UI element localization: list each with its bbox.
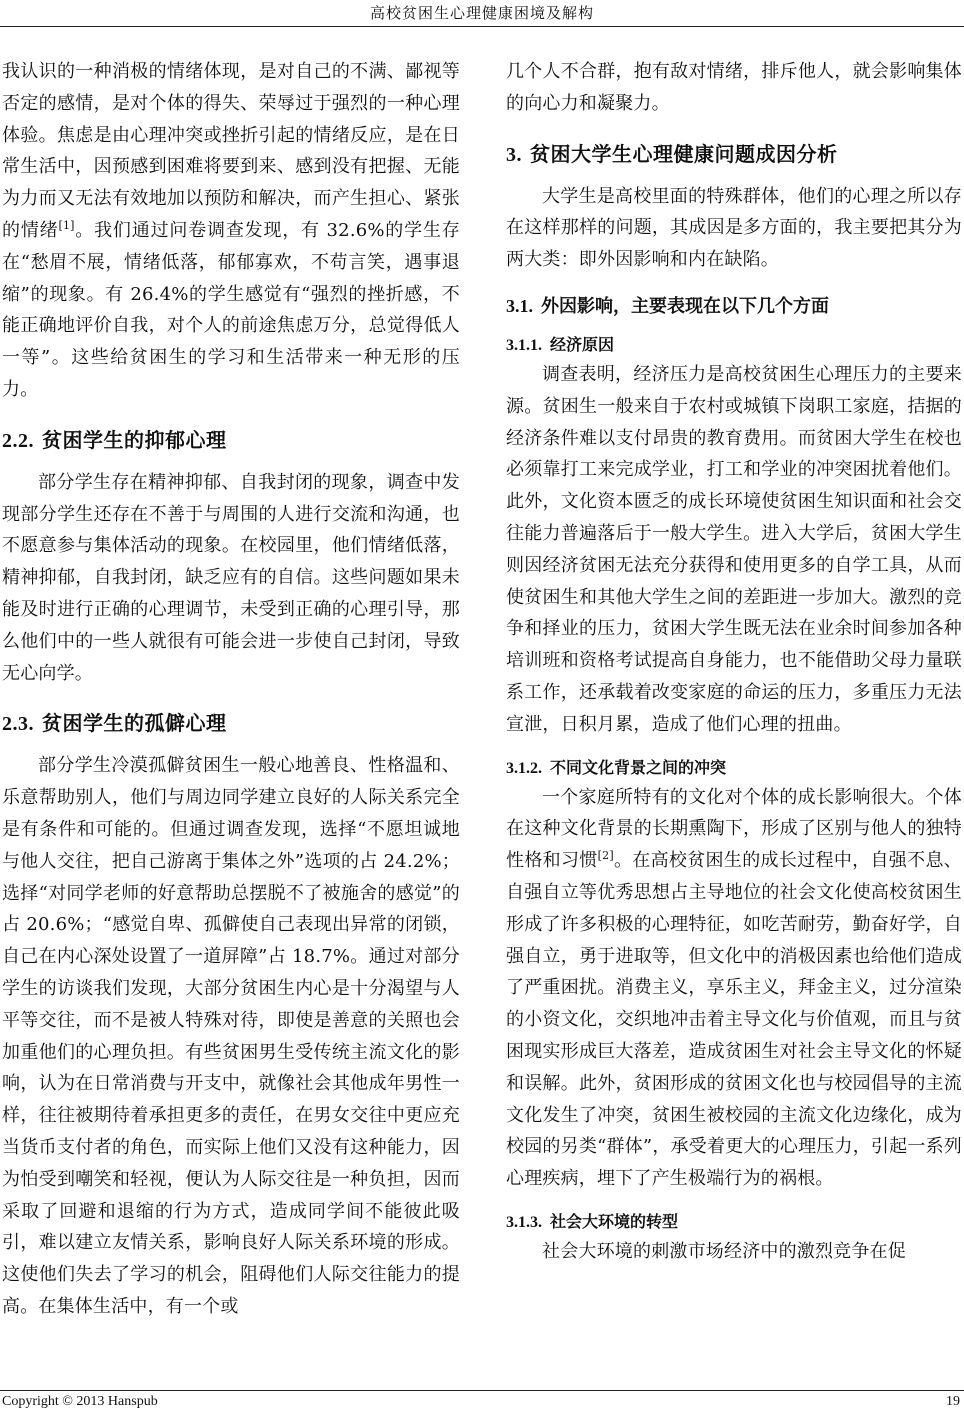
section-title: 贫困学生的抑郁心理 (42, 427, 227, 452)
paragraph-anxiety (2, 56, 460, 406)
section-number: 3.1.1. (506, 336, 542, 354)
paragraph-isolation: 部分学生冷漠孤僻贫困生一般心地善良、性格温和、乐意帮助别人，他们与周边同学建立良好的人际关系完全是有条件和可能的。但通过调查发现，选择“不愿坦诚地与他人交往，把自己游离于集体之外”选项的占 24.2%；选择“对同学老师的好意帮助总摆脱不了被施舍的感觉”的占 20.6%；“感觉自卑、孤僻使自己表现出异常的闭锁，自己在内心深处设置了一道屏障”占 18.7%。通过对部分学生的访谈我们发现，大部分贫困生内心是十分渴望与人平等交往，而不是被人特殊对待，即使是善意的关照也会加重他们的心理负担。有些贫困男生受传统主流文化的影响，认为在日常消费与开支中，就像社会其他成年男性一样，往往被期待着承担更多的责任，在男女交往中更应充当货币支付者的角色，而实际上他们又没有这种能力，因为怕受到嘲笑和轻视，便认为人际交往是一种负担，因而采取了回避和退缩的行为方式，造成同学间不能彼此吸引，难以建立友情关系，影响良好人际关系环境的形成。这使他们失去了学习的机会，阻碍他们人际交往能力的提高。在集体生活中，有一个或 (2, 755, 460, 1317)
section-title: 贫困大学生心理健康问题成因分析 (530, 141, 838, 166)
footer-rule (0, 1390, 964, 1391)
paragraph-economic: 调查表明，经济压力是高校贫困生心理压力的主要来源。贫困生一般来自于农村或城镇下岗职工家庭，拮据的经济条件难以支付昂贵的教育费用。而贫困大学生在校也必须靠打工来完成学业，打工和学业的冲突困扰着他们。此外，文化资本匮乏的成长环境使贫困生知识面和社会交往能力普遍落后于一般大学生。进入大学后，贫困大学生则因经济贫困无法充分获得和使用更多的自学工具，从而使贫困生和其他大学生之间的差距进一步加大。激烈的竞争和择业的压力，贫困大学生既无法在业余时间参加各种培训班和资格考试提高自身能力，也不能借助父母力量联系工作，还承载着改变家庭的命运的压力，多重压力无法宣泄，日积月累，造成了他们心理的扭曲。 (506, 363, 962, 735)
paragraph-causes-intro: 大学生是高校里面的特殊群体，他们的心理之所以存在这样那样的问题，其成因是多方面的，我主要把其分为两大类：即外因影响和内在缺陷。 (506, 185, 962, 271)
footer-copyright: Copyright © 2013 Hanspub (2, 1394, 158, 1409)
section-title: 外因影响，主要表现在以下几个方面 (541, 295, 829, 317)
section-number: 3.1.2. (506, 759, 542, 777)
page-number: 19 (946, 1394, 960, 1409)
section-number: 3. (506, 143, 522, 166)
section-number: 2.3. (2, 713, 34, 736)
section-heading-3-1-2 (506, 755, 962, 778)
citation-ref[interactable]: [1] (58, 218, 75, 232)
left-column (2, 56, 460, 1323)
section-title: 贫困学生的孤僻心理 (42, 711, 227, 736)
section-title: 经济原因 (550, 334, 615, 354)
right-column (506, 56, 962, 1268)
paragraph-culture (506, 782, 962, 1195)
section-heading-3-1-1 (506, 332, 962, 355)
section-number: 2.2. (2, 429, 34, 452)
paragraph-continued: 几个人不合群，抱有敌对情绪，排斥他人，就会影响集体的向心力和凝聚力。 (506, 61, 962, 114)
section-heading-3-1-3 (506, 1209, 962, 1232)
paragraph-text: 一个家庭所特有的文化对个体的成长影响很大。个体在这种文化背景的长期熏陶下，形成了区别与他人的独特性格和习惯 (506, 786, 962, 872)
section-heading-2-2 (2, 424, 460, 453)
paragraph-depression: 部分学生存在精神抑郁、自我封闭的现象，调查中发现部分学生还存在不善于与周围的人进行交流和沟通，也不愿意参与集体活动的现象。在校园里，他们情绪低落，精神抑郁，自我封闭，缺乏应有的自信。这些问题如果未能及时进行正确的心理调节，未受到正确的心理引导，那么他们中的一些人就很有可能会进一步使自己封闭，导致无心向学。 (2, 471, 460, 684)
section-title: 不同文化背景之间的冲突 (550, 757, 727, 777)
citation-ref[interactable]: [2] (597, 849, 614, 863)
section-heading-3 (506, 138, 962, 167)
section-number: 3.1.3. (506, 1213, 542, 1231)
section-heading-2-3 (2, 707, 460, 736)
paragraph-text: 。我们通过问卷调查发现，有 32.6%的学生存在“愁眉不展，情绪低落，郁郁寡欢，不苟言笑，遇事退缩”的现象。有 26.4%的学生感觉有“强烈的挫折感，不能正确地评价自我，对个人的前途焦虑万分，总觉得低人一等”。这些给贫困生的学习和生活带来一种无形的压力。 (2, 219, 460, 400)
paragraph-text: 我认识的一种消极的情绪体现，是对自己的不满、鄙视等否定的感情，是对个体的得失、荣辱过于强烈的一种心理体验。焦虑是由心理冲突或挫折引起的情绪反应，是在日常生活中，因预感到困难将要到来、感到没有把握、无能为力而又无法有效地加以预防和解决，而产生担心、紧张的情绪 (2, 61, 460, 241)
paragraph-text: 。在高校贫困生的成长过程中，自强不息、自强自立等优秀思想占主导地位的社会文化使高校贫困生形成了许多积极的心理特征，如吃苦耐劳，勤奋好学，自强自立，勇于进取等，但文化中的消极因素也给他们造成了严重困扰。消费主义，享乐主义，拜金主义，过分渲染的小资文化，交织地冲击着主导文化与价值观，而且与贫困现实形成巨大落差，造成贫困生对社会主导文化的怀疑和误解。此外，贫困形成的贫困文化也与校园倡导的主流文化发生了冲突，贫困生被校园的主流文化边缘化，成为校园的另类“群体”，承受着更大的心理压力，引起一系列心理疾病，埋下了产生极端行为的祸根。 (506, 850, 962, 1190)
paragraph-social: 社会大环境的刺激市场经济中的激烈竞争在促 (542, 1240, 906, 1262)
header-rule (0, 26, 964, 27)
section-number: 3.1. (506, 295, 533, 316)
running-header: 高校贫困生心理健康困境及解构 (369, 4, 594, 22)
section-title: 社会大环境的转型 (550, 1211, 679, 1231)
section-heading-3-1 (506, 292, 962, 318)
